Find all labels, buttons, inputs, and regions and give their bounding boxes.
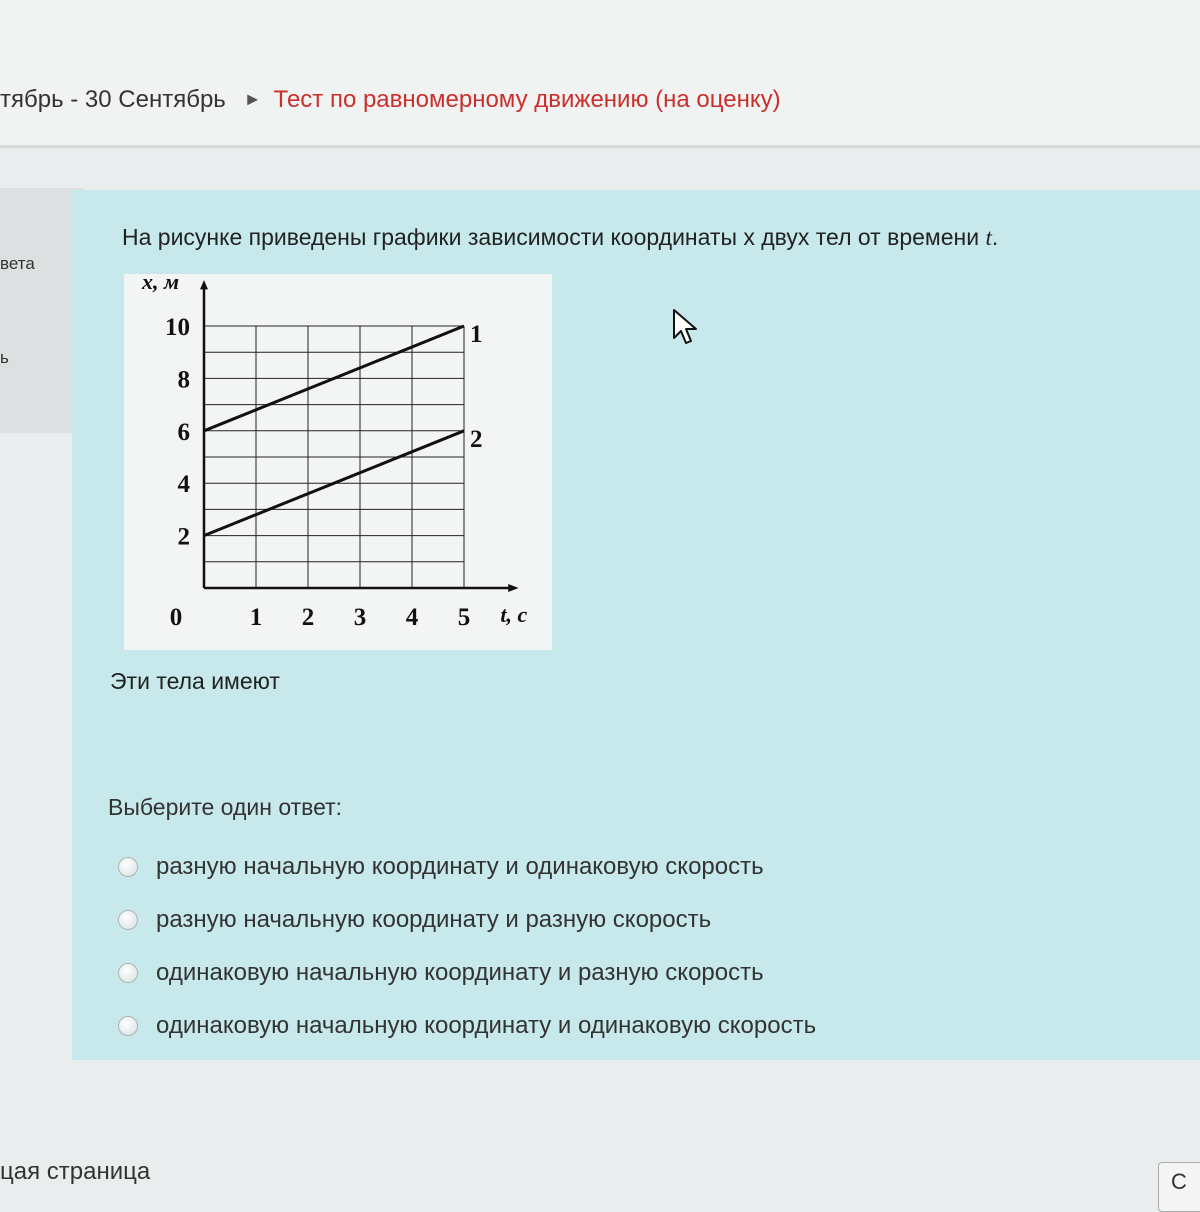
y-axis-arrow-icon	[200, 280, 208, 289]
answer-option-2[interactable]	[118, 893, 816, 946]
question-text-main: На рисунке приведены графики зависимости координаты x двух тел от времени	[122, 224, 980, 250]
footer-button[interactable]: С	[1158, 1162, 1200, 1212]
breadcrumb-section-link[interactable]: тябрь - 30 Сентябрь	[0, 86, 226, 113]
x-tick-label: 3	[353, 604, 367, 631]
answer-option-label[interactable]: одинаковую начальную координату и разную скорость	[156, 958, 764, 986]
y-tick-label: 2	[177, 523, 190, 551]
series-label-2: 2	[470, 425, 483, 453]
header-divider	[0, 145, 1200, 148]
y-tick-label: 10	[165, 314, 190, 341]
breadcrumb	[0, 86, 781, 114]
answer-option-label[interactable]: разную начальную координату и разную скорость	[156, 905, 712, 933]
question-formulation	[72, 190, 1200, 1060]
question-text	[122, 224, 998, 251]
x-tick-label: 1	[249, 604, 263, 631]
x-axis-arrow-icon	[508, 584, 518, 592]
x-tick-label: 2	[301, 604, 315, 631]
radio-button[interactable]	[118, 963, 138, 983]
top-bar	[0, 0, 1200, 145]
x-axis-label: t, с	[500, 602, 528, 627]
answer-option-3[interactable]	[118, 946, 816, 999]
y-axis-label: x, м	[142, 274, 180, 295]
mouse-cursor-icon	[672, 308, 700, 346]
answer-option-4[interactable]	[118, 999, 816, 1052]
breadcrumb-current-page[interactable]: Тест по равномерному движению (на оценку)	[273, 86, 781, 113]
answer-option-label[interactable]: разную начальную координату и одинаковую скорость	[156, 852, 764, 880]
question-figure	[124, 274, 552, 650]
y-tick-label: 6	[177, 418, 190, 446]
coordinate-time-chart	[124, 274, 552, 650]
series-label-1: 1	[470, 321, 483, 348]
radio-button[interactable]	[118, 1016, 138, 1036]
y-tick-label: 4	[177, 471, 190, 499]
flag-question-link[interactable]: ь	[0, 348, 9, 367]
x-tick-label: 0	[169, 604, 183, 631]
answer-options	[118, 840, 816, 1052]
radio-button[interactable]	[118, 910, 138, 930]
y-tick-label: 8	[177, 366, 190, 394]
x-tick-label: 5	[457, 604, 471, 631]
question-prompt: Эти тела имеют	[110, 668, 280, 694]
choose-answer-label: Выберите один ответ:	[108, 794, 343, 820]
next-page-link[interactable]: цая страница	[0, 1158, 151, 1185]
question-text-end: .	[991, 224, 999, 250]
answer-option-label[interactable]: одинаковую начальную координату и одинаковую скорость	[156, 1011, 817, 1039]
radio-button[interactable]	[118, 857, 138, 877]
x-tick-label: 4	[405, 604, 419, 631]
answer-option-1[interactable]	[118, 840, 816, 893]
question-status-text: вета	[0, 254, 35, 273]
breadcrumb-separator-icon: ►	[243, 89, 262, 109]
question-text-variable: t	[985, 225, 992, 250]
